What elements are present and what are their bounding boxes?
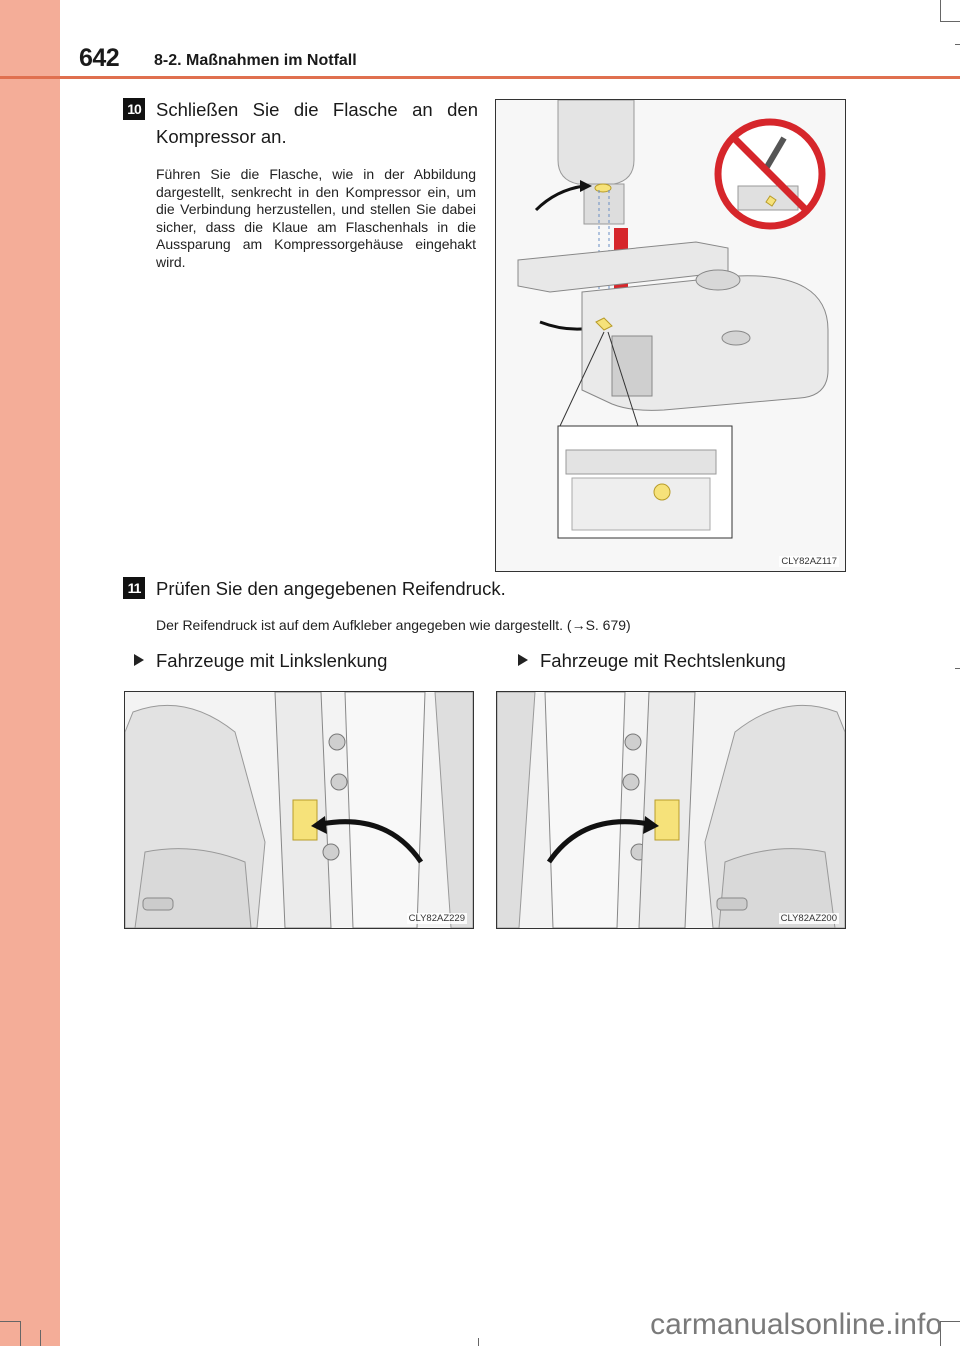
door-pillar-illustration-lhd (124, 691, 474, 929)
crop-mark (940, 21, 960, 22)
crop-mark (20, 1321, 21, 1346)
section-title: 8-2. Maßnahmen im Notfall (154, 52, 357, 69)
figure-code: CLY82AZ200 (780, 913, 837, 924)
variant-label: Fahrzeuge mit Rechtslenkung (540, 650, 786, 671)
compressor-illustration (495, 99, 846, 572)
step-title: Schließen Sie die Flasche an den Kompressor an. (156, 99, 478, 147)
crop-mark (478, 1338, 479, 1346)
crop-mark (40, 1330, 41, 1346)
figure-code: CLY82AZ117 (781, 556, 837, 567)
variant-label: Fahrzeuge mit Linkslenkung (156, 650, 388, 671)
page-number: 642 (79, 44, 120, 72)
side-color-band (0, 0, 60, 1346)
crop-mark (955, 668, 960, 669)
variant-heading-left-hand-drive (134, 650, 387, 672)
triangle-bullet-icon (134, 654, 144, 666)
lhd-drawing (125, 692, 473, 928)
compressor-drawing (496, 100, 845, 571)
step-number-badge: 11 (123, 577, 145, 599)
triangle-bullet-icon (518, 654, 528, 666)
rhd-drawing (497, 692, 845, 928)
step-title: Prüfen Sie den angegebenen Reifendruck. (156, 578, 506, 599)
crop-mark (940, 1321, 960, 1322)
step-description: Der Reifendruck ist auf dem Aufkleber angegeben wie dargestellt. (→S. 679) (156, 617, 631, 633)
watermark: carmanualsonline.info (650, 1308, 942, 1341)
door-pillar-illustration-rhd (496, 691, 846, 929)
figure-code: CLY82AZ229 (408, 913, 465, 924)
crop-mark (955, 44, 960, 45)
crop-mark (940, 0, 941, 22)
crop-mark (0, 1321, 20, 1322)
header-rule (0, 76, 960, 79)
variant-heading-right-hand-drive (518, 650, 786, 672)
step-number-badge: 10 (123, 98, 145, 120)
step-description: Führen Sie die Flasche, wie in der Abbildung dargestellt, senkrecht in den Kompressor ein, um die Verbindung herzustellen, und stellen Sie dabei sicher, dass die Klaue am Flaschenhals in die Aussparung am Kompressorgehäuse eingehakt wird. (156, 166, 476, 270)
